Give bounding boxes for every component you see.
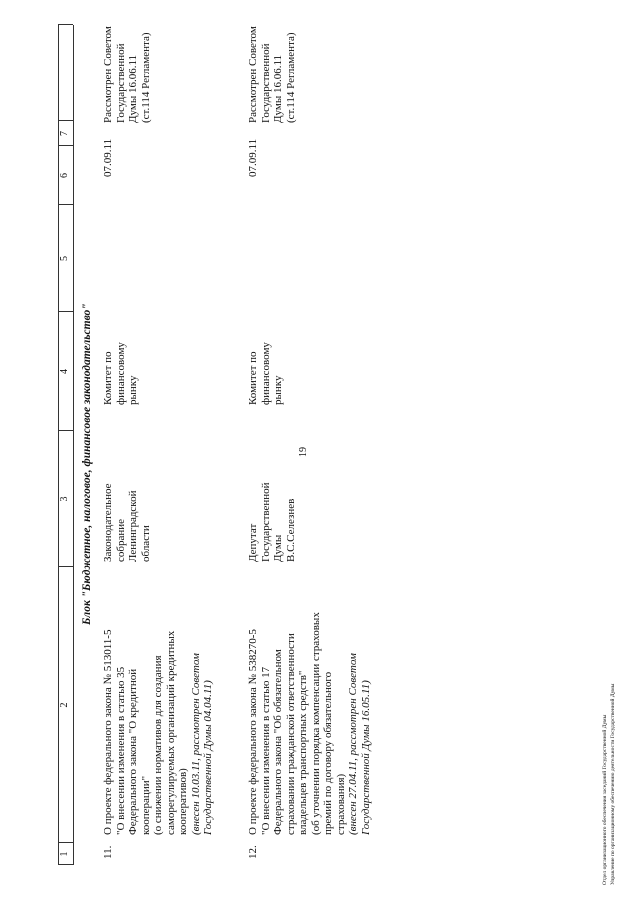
column-number: 2 — [59, 702, 70, 708]
rotated-page — [20, 10, 620, 895]
block-title: Блок "Бюджетное, налоговое, финансовое законодательство" — [81, 303, 93, 625]
row-date: 07.09.11 — [247, 138, 259, 177]
column-number: 5 — [59, 256, 70, 261]
row-description: О проекте федерального закона № 538270-5 "О внесении изменения в статью 17 Федерального закона "Об обязательном страховании гражданской ответственности владельцев транспортных средств" (об уточнении порядка компенсации страховых премий по договору обязательного страхования) (внесен 27.04.11, рассмотрен Советом Государственной Думы 16.05.11) — [247, 612, 372, 835]
row-committee: Комитет по финансовому рынку — [102, 342, 139, 405]
column-number: 4 — [59, 369, 70, 374]
header-divider — [58, 24, 73, 25]
page-number: 19 — [298, 447, 309, 457]
footer-department: Отдел организационного обеспечения заседаний Государственной Думы — [602, 714, 608, 885]
column-number: 1 — [59, 851, 70, 857]
row-status: Рассмотрен Советом Государственной Думы 16.06.11 (ст.114 Регламента) — [247, 26, 297, 123]
row-description: О проекте федерального закона № 513011-5 "О внесении изменения в статью 35 Федерального закона "О кредитной кооперации" (о снижении нормативов для создания саморегулируемых организаций кредитных кооперативов) (внесен 10.03.11, рассмотрен Советом Государственной Думы 04.04.11) — [102, 629, 214, 835]
row-date: 07.09.11 — [102, 138, 114, 177]
row-committee: Комитет по финансовому рынку — [247, 342, 284, 405]
row-status: Рассмотрен Советом Государственной Думы 16.06.11 (ст.114 Регламента) — [102, 26, 152, 123]
column-number: 6 — [59, 173, 70, 178]
column-number: 7 — [59, 131, 70, 136]
row-initiator: Депутат Государственной Думы В.С.Селезнев — [247, 482, 297, 562]
header-bottom-rule — [73, 25, 74, 865]
footer-directorate: Управление по организационному обеспечению деятельности Государственной Думы — [610, 683, 616, 885]
row-number: 11. — [102, 845, 114, 859]
column-number: 3 — [59, 496, 70, 502]
row-number: 12. — [247, 845, 259, 859]
row-initiator: Законодательное собрание Ленинградской области — [102, 483, 152, 562]
